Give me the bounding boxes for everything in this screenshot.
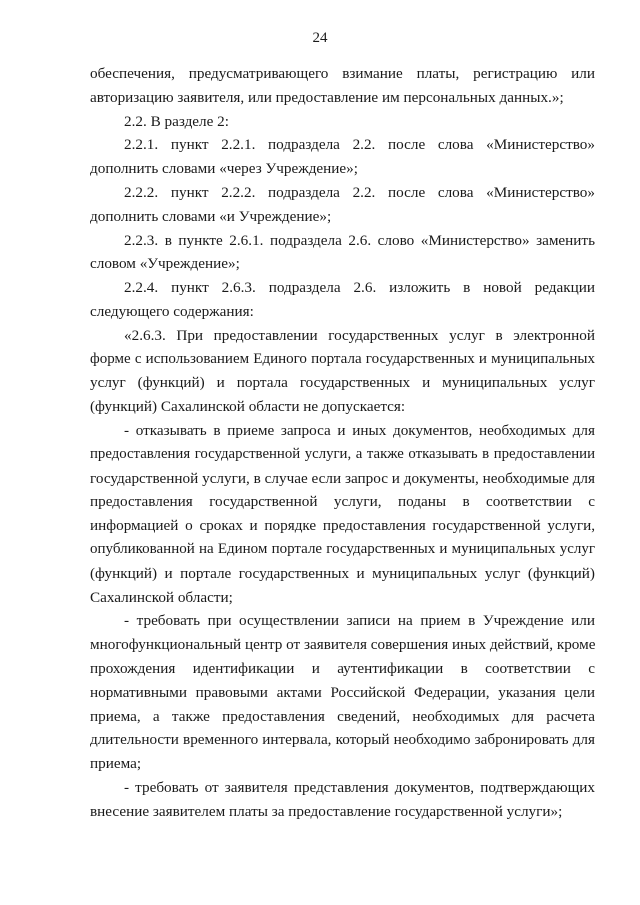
text-line: нормативными правовыми актами Российской Федерации, указания цели (90, 683, 595, 701)
text-line: 2.2.2. пункт 2.2.2. подраздела 2.2. после слова «Министерство» (124, 183, 595, 201)
text-line: авторизацию заявителя, или предоставление им персональных данных.»; (90, 88, 564, 106)
text-line: приема, а также предоставления сведений, необходимых для расчета (90, 707, 595, 725)
text-line: - требовать при осуществлении записи на прием в Учреждение или (124, 612, 595, 630)
page-number: 24 (312, 30, 328, 46)
text-line: 2.2.1. пункт 2.2.1. подраздела 2.2. после слова «Министерство» (124, 136, 595, 154)
text-line: приема; (90, 755, 142, 773)
text-line: государственной услуги, в случае если запрос и документы, необходимые для (90, 469, 595, 487)
paragraph (90, 419, 595, 609)
text-line: (функций) Сахалинской области не допускается: (90, 398, 406, 416)
paragraph (90, 229, 595, 277)
text-line: предоставления государственной услуги, поданы в соответствии с (90, 493, 595, 511)
paragraph (90, 110, 595, 134)
text-line: дополнить словами «и Учреждение»; (90, 207, 332, 225)
text-line: - отказывать в приеме запроса и иных документов, необходимых для (124, 421, 595, 439)
text-line: прохождения идентификации и аутентификации в соответствии с (90, 659, 595, 677)
paragraph (90, 776, 595, 824)
text-line: обеспечения, предусматривающего взимание платы, регистрацию или (90, 65, 595, 82)
text-line: информацией о сроках и порядке предоставления государственной услуги, (90, 517, 595, 535)
text-line: внесение заявителем платы за предоставление государственной услуги»; (90, 802, 563, 820)
text-line: «2.6.3. При предоставлении государственных услуг в электронной (124, 326, 595, 344)
text-line: Сахалинской области; (90, 588, 233, 606)
paragraph (90, 276, 595, 324)
paragraph (90, 62, 595, 110)
text-line: длительности временного интервала, который необходимо забронировать для (90, 731, 595, 749)
paragraph (90, 133, 595, 181)
document-body (90, 62, 595, 824)
text-line: - требовать от заявителя представления документов, подтверждающих (124, 778, 595, 796)
text-line: словом «Учреждение»; (90, 255, 240, 273)
text-line: опубликованной на Едином портале государственных и муниципальных услуг (90, 540, 595, 557)
text-line: многофункциональный центр от заявителя совершения иных действий, кроме (90, 636, 596, 654)
paragraph (90, 181, 595, 229)
paragraph (90, 609, 595, 776)
text-line: 2.2. В разделе 2: (124, 112, 229, 130)
text-line: 2.2.4. пункт 2.6.3. подраздела 2.6. изложить в новой редакции (124, 279, 595, 297)
text-line: (функций) и портале государственных и муниципальных услуг (функций) (90, 564, 595, 582)
paragraph (90, 324, 595, 419)
text-line: форме с использованием Единого портала государственных и муниципальных (90, 350, 595, 367)
text-line: предоставления государственной услуги, а также отказывать в предоставлении (90, 445, 595, 462)
text-line: 2.2.3. в пункте 2.6.1. подраздела 2.6. слово «Министерство» заменить (124, 231, 595, 249)
text-line: следующего содержания: (90, 302, 254, 320)
text-line: дополнить словами «через Учреждение»; (90, 160, 358, 178)
text-line: услуг (функций) и портала государственных и муниципальных услуг (90, 374, 595, 392)
